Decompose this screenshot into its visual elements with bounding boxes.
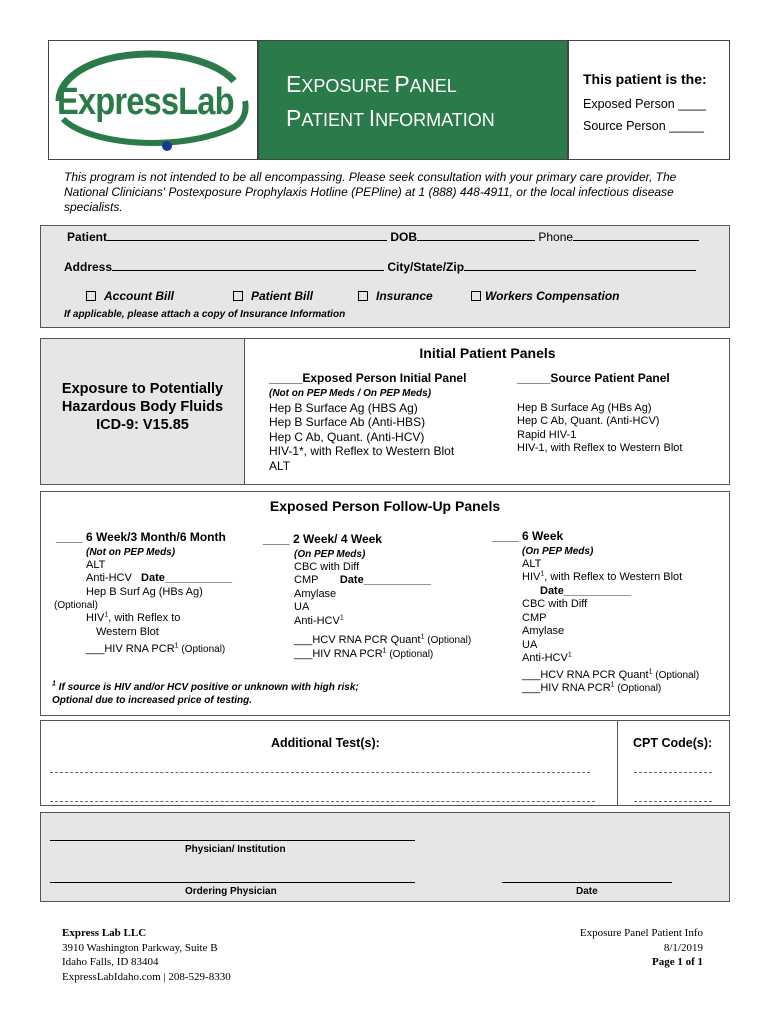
physician-institution-label: Physician/ Institution [185, 844, 286, 855]
footer-address: Express Lab LLC 3910 Washington Parkway, Suite B Idaho Falls, ID 83404 ExpressLabIdaho.com | 208-529-8330 [62, 927, 231, 983]
checkbox[interactable] [358, 291, 368, 301]
title-line-1: EXPOSURE PANEL [286, 71, 457, 97]
ordering-physician-label: Ordering Physician [185, 886, 277, 897]
exposed-person-option[interactable]: Exposed Person ____ [583, 97, 707, 111]
source-patient-panel: _____Source Patient Panel Hep B Surface Ag (HBs Ag) Hep C Ab, Quant. (Anti-HCV) Rapid HIV-1 HIV-1, with Reflex to Western Blot [517, 371, 683, 454]
hcv-rna-option[interactable]: ___HCV RNA PCR Quant [522, 668, 649, 681]
followup-col-6w: ____ 6 Week (On PEP Meds) ALT HIV$^1$, with Reflex to Western Blot Date___________ CBC with Diff CMP Amylase UA Anti-HCV$^1$ ___HCV RNA PCR Quant$^1$ (Optional) ___HIV RNA PCR$^1$ (Optional) [492, 529, 700, 694]
date-line[interactable] [502, 882, 672, 883]
checkbox[interactable] [233, 291, 243, 301]
followup-title: Exposed Person Follow-Up Panels [269, 498, 501, 514]
page-number: Page 1 of 1 [651, 956, 703, 968]
disclaimer: This program is not intended to be all encompassing. Please seek consultation with your primary care provider, The National Clinicians' Postexposure Prophylaxis Hotline (PEPline) at 1 (888) 448-4911, or the local infectious disease specialists. [64, 170, 677, 214]
ordering-physician-line[interactable] [50, 882, 415, 883]
additional-test-line-1[interactable] [50, 772, 590, 773]
additional-tests-section [40, 720, 730, 806]
header-title [286, 68, 495, 136]
hiv-rna-option[interactable]: ___HIV RNA PCR [522, 682, 611, 694]
exposure-title: Exposure to Potentially Hazardous Body Fluids ICD-9: V15.85 [61, 381, 224, 433]
date-label: Date [576, 886, 598, 897]
signature-section [40, 812, 730, 902]
title-line-2: PATIENT INFORMATION [286, 105, 495, 131]
patient-is-box [568, 40, 730, 160]
billing-option-workers-comp[interactable]: Workers Compensation [471, 290, 619, 304]
cpt-code-line-1[interactable] [634, 772, 712, 773]
followup-col-6w3m6m: ____ 6 Week/3 Month/6 Month (Not on PEP Meds) ALT Anti-HCV Date___________ Hep B Surf Ag (HBs Ag) (Optional) HIV$^1$, with Reflex to Western Blot ___HIV RNA PCR$^1$ (Optional) [54, 530, 233, 655]
followup-col-2w4w: ____ 2 Week/ 4 Week (On PEP Meds) CBC with Diff CMP Date___________ Amylase UA Anti-HCV$^1$ ___HCV RNA PCR Quant$^1$ (Optional) ___HIV RNA PCR$^1$ (Optional) [263, 532, 472, 660]
source-person-option[interactable]: Source Person _____ [583, 119, 704, 133]
date-field[interactable]: Date___________ [540, 584, 632, 597]
exposed-initial-panel: _____Exposed Person Initial Panel (Not on PEP Meds / On PEP Meds) Hep B Surface Ag (HBS Ag) Hep B Surface Ab (Anti-HBS) Hep C Ab, Quant. (Anti-HCV) HIV-1*, with Reflex to Western Blot ALT [269, 371, 467, 473]
patient-is-label: This patient is the: [583, 71, 707, 87]
physician-institution-line[interactable] [50, 840, 415, 841]
footer-form-info: Exposure Panel Patient Info 8/1/2019 Page 1 of 1 [520, 926, 703, 970]
address-field[interactable] [112, 270, 384, 271]
header-logo-box [48, 40, 258, 160]
date-field[interactable]: Date___________ [141, 572, 233, 584]
billing-option-account[interactable]: Account Bill [86, 290, 174, 304]
source-panel-header[interactable]: _____Source Patient Panel [517, 371, 670, 385]
hiv-rna-option[interactable]: ___HIV RNA PCR [86, 643, 175, 655]
date-field[interactable]: Date___________ [339, 574, 431, 586]
address-row: Address City/State/Zip [64, 261, 696, 275]
patient-row: Patient DOB Phone [67, 231, 699, 245]
footnote: $^1$ If source is HIV and/or HCV positive or unknown with high risk; Optional due to increased price of testing. [52, 680, 359, 706]
insurance-note: If applicable, please attach a copy of Insurance Information [64, 309, 346, 320]
cpt-codes-label: CPT Code(s): [633, 736, 713, 750]
followup-col1-header[interactable]: ____ 6 Week/3 Month/6 Month [56, 530, 226, 544]
logo-text: ExpressLab [57, 81, 234, 123]
exposed-initial-header[interactable]: _____Exposed Person Initial Panel [269, 371, 467, 385]
additional-test-line-2[interactable] [50, 801, 595, 802]
billing-option-insurance[interactable]: Insurance [358, 290, 433, 304]
cpt-divider [617, 720, 618, 806]
hiv-rna-option[interactable]: ___HIV RNA PCR [294, 647, 383, 660]
cpt-code-line-2[interactable] [634, 801, 712, 802]
followup-col2-header[interactable]: ____ 2 Week/ 4 Week [263, 532, 382, 546]
phone-field[interactable] [573, 240, 699, 241]
city-state-zip-field[interactable] [464, 270, 696, 271]
hcv-rna-option[interactable]: ___HCV RNA PCR Quant [294, 634, 421, 646]
checkbox[interactable] [86, 291, 96, 301]
header-title-box [258, 40, 568, 160]
checkbox[interactable] [471, 291, 481, 301]
followup-col3-header[interactable]: ____ 6 Week [492, 529, 564, 543]
dob-field[interactable] [417, 240, 535, 241]
additional-tests-label: Additional Test(s): [271, 736, 380, 750]
patient-name-field[interactable] [107, 240, 387, 241]
initial-panels-title: Initial Patient Panels [419, 345, 556, 361]
billing-option-patient[interactable]: Patient Bill [233, 290, 313, 304]
